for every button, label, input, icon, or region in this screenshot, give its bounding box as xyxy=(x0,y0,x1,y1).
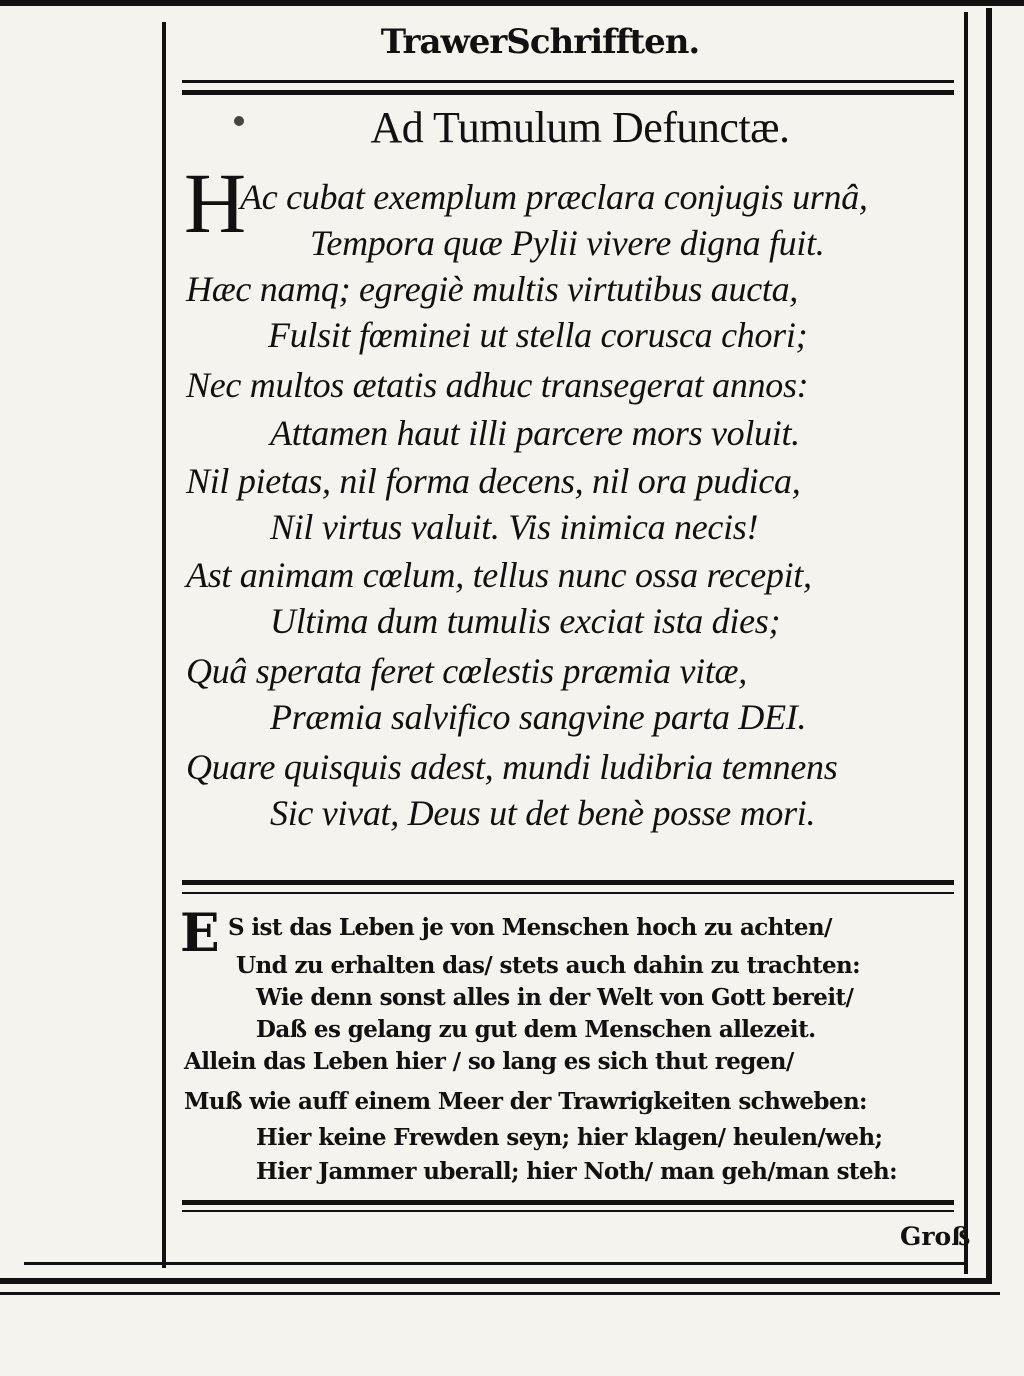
bottom-border-rule xyxy=(24,1262,968,1265)
running-title: TrawerSchrifften. xyxy=(380,22,700,62)
german-line: S ist das Leben je von Menschen hoch zu achten/ xyxy=(228,914,832,941)
german-line: Daß es gelang zu gut dem Menschen allezeit. xyxy=(256,1016,816,1043)
latin-line: Ac cubat exemplum præclara conjugis urnâ, xyxy=(240,177,868,217)
german-line: Wie denn sonst alles in der Welt von Gott bereit/ xyxy=(256,984,854,1011)
german-line: Und zu erhalten das/ stets auch dahin zu trachten: xyxy=(236,952,861,979)
latin-line: Hæc namq; egregiè multis virtutibus aucta, xyxy=(186,269,798,309)
header-rule xyxy=(182,80,954,83)
german-line: Muß wie auff einem Meer der Trawrigkeiten schweben: xyxy=(184,1088,867,1115)
bottom-outer-rule xyxy=(0,1278,992,1284)
latin-line: Nil virtus valuit. Vis inimica necis! xyxy=(270,507,759,547)
german-line: Allein das Leben hier / so lang es sich thut regen/ xyxy=(184,1048,794,1075)
german-line: Hier keine Frewden seyn; hier klagen/ heulen/weh; xyxy=(256,1124,883,1151)
latin-line: Nec multos ætatis adhuc transegerat annos: xyxy=(186,365,809,405)
latin-line: Tempora quæ Pylii vivere digna fuit. xyxy=(310,223,825,263)
german-end-rule-2 xyxy=(182,1210,954,1212)
outer-right-border-rule xyxy=(986,8,992,1278)
bottom-outer-rule-2 xyxy=(0,1292,1000,1295)
top-edge-rule xyxy=(0,0,1024,6)
latin-line: Ast animam cœlum, tellus nunc ossa recepit, xyxy=(186,555,812,595)
latin-line: Nil pietas, nil forma decens, nil ora pudica, xyxy=(186,461,801,501)
latin-line: Fulsit fœminei ut stella corusca chori; xyxy=(268,315,808,355)
latin-poem-title: Ad Tumulum Defunctæ. xyxy=(370,103,790,152)
header-rule-thick xyxy=(182,90,954,95)
latin-line: Attamen haut illi parcere mors voluit. xyxy=(270,413,800,453)
latin-drop-cap: H xyxy=(184,155,247,251)
section-divider-rule-2 xyxy=(182,892,954,894)
latin-line: Quare quisquis adest, mundi ludibria temnens xyxy=(186,747,838,787)
catchword: Groß xyxy=(900,1222,971,1251)
section-divider-rule xyxy=(182,880,954,885)
german-line: Hier Jammer uberall; hier Noth/ man geh/man steh: xyxy=(256,1158,898,1185)
latin-line: Præmia salvifico sangvine parta DEI. xyxy=(270,697,807,737)
german-end-rule xyxy=(182,1200,954,1205)
latin-line: Ultima dum tumulis exciat ista dies; xyxy=(270,601,781,641)
latin-line: Sic vivat, Deus ut det benè posse mori. xyxy=(270,793,816,833)
right-border-rule xyxy=(964,12,968,1274)
latin-line: Quâ sperata feret cœlestis præmia vitæ, xyxy=(186,651,747,691)
left-border-rule xyxy=(162,22,166,1268)
german-drop-cap: E xyxy=(180,903,220,964)
